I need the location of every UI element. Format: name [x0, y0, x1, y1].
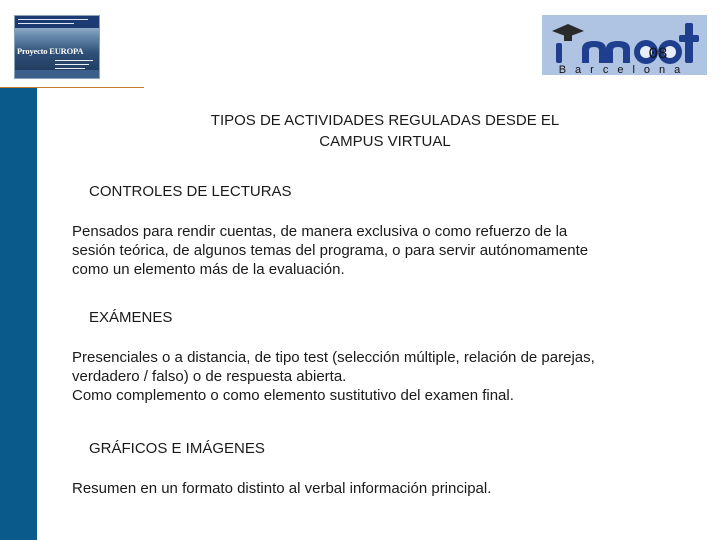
logo-year: 08 [648, 45, 668, 63]
section-heading-controles: CONTROLES DE LECTURAS [89, 183, 292, 200]
logo-header-band [15, 16, 99, 28]
body-line: Como complemento o como elemento sustitutivo del examen final. [72, 387, 514, 404]
section-body-examenes [72, 348, 672, 405]
section-body-controles [72, 222, 672, 279]
slide-title [160, 110, 610, 152]
section-heading-graficos: GRÁFICOS E IMÁGENES [89, 440, 265, 457]
body-line: sesión teórica, de algunos temas del programa, o para servir autónomamente [72, 242, 589, 259]
proyecto-europa-logo [14, 15, 100, 79]
logo-footer-band [15, 70, 99, 78]
body-line: Presenciales o a distancia, de tipo test (selección múltiple, relación de parejas, [72, 349, 595, 366]
slide-title-line-2: CAMPUS VIRTUAL [319, 133, 451, 150]
body-line: Pensados para rendir cuentas, de manera exclusiva o como refuerzo de la [72, 223, 568, 240]
slide-title-line-1: TIPOS DE ACTIVIDADES REGULADAS DESDE EL [210, 112, 560, 129]
header-divider [0, 87, 144, 88]
logo-city: Barcelona [558, 64, 690, 75]
logo-title: Proyecto EUROPA [17, 46, 84, 56]
body-line: como un elemento más de la evaluación. [72, 261, 345, 278]
body-line: Resumen en un formato distinto al verbal información principal. [72, 480, 492, 497]
left-sidebar-bar [0, 88, 37, 540]
section-body-graficos [72, 479, 672, 498]
section-heading-examenes: EXÁMENES [89, 309, 173, 326]
body-line: verdadero / falso) o de respuesta abierta. [72, 368, 347, 385]
moot-barcelona-logo [542, 15, 707, 75]
